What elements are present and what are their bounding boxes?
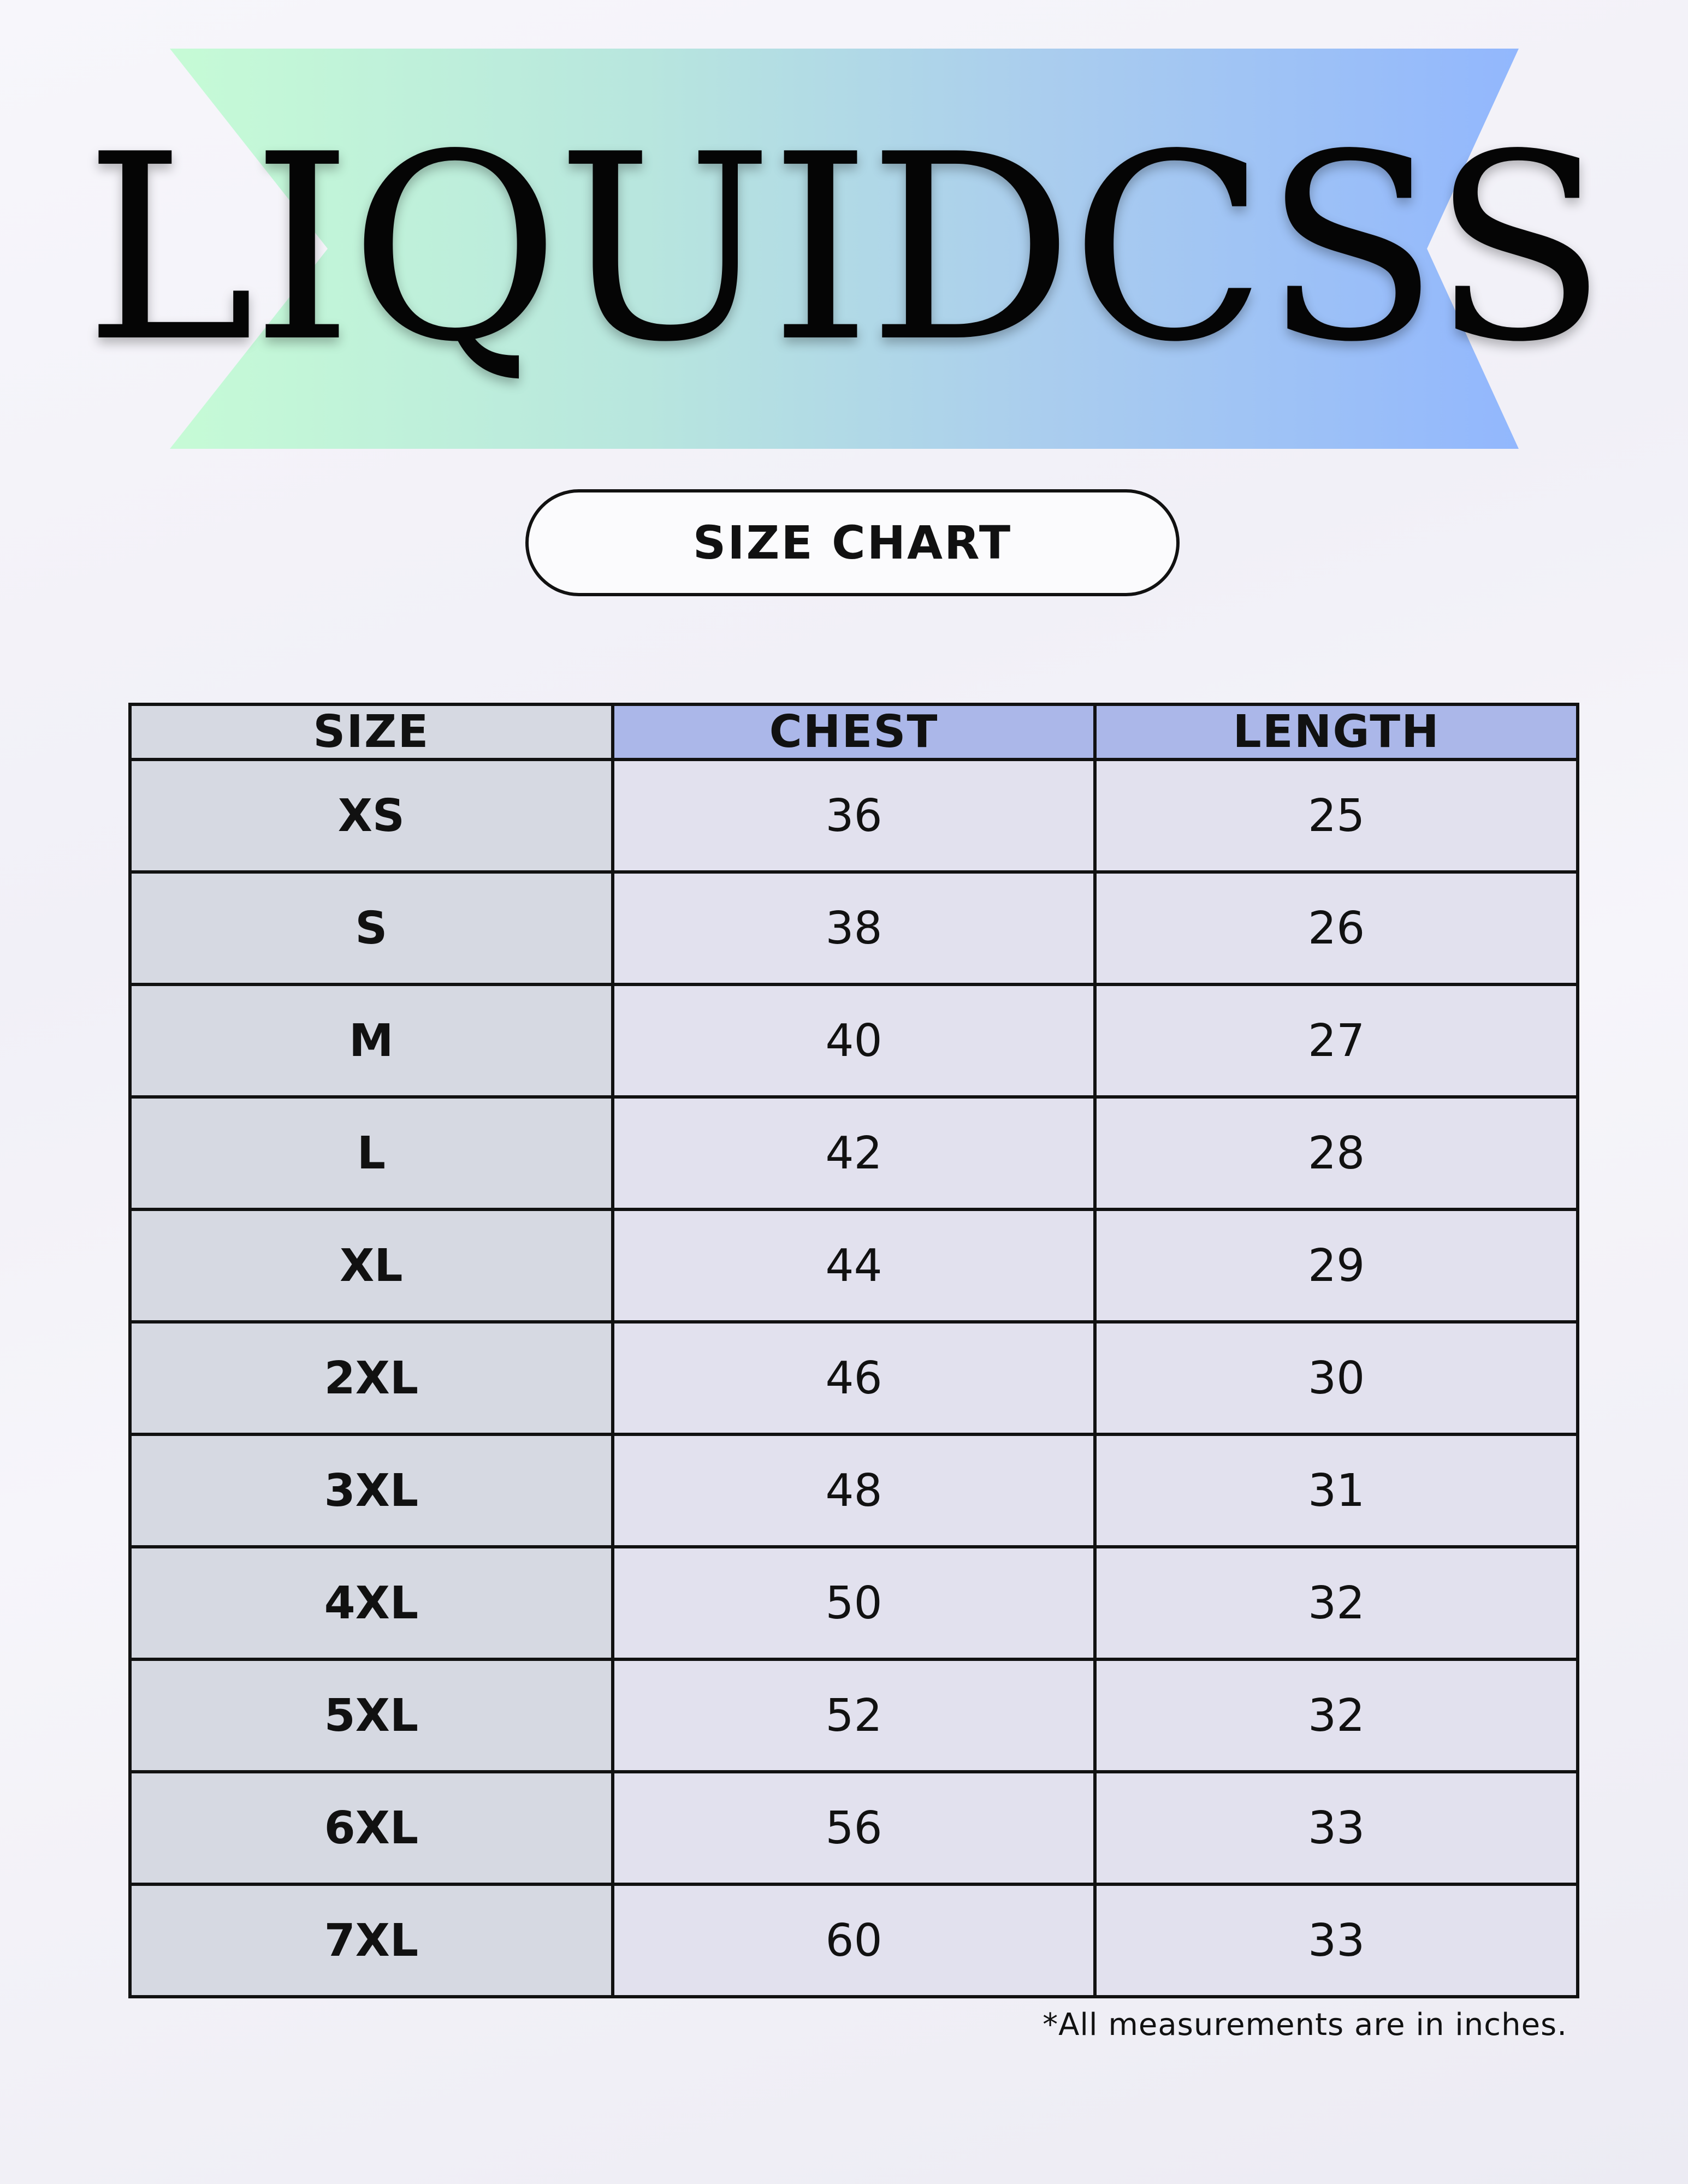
table-row xyxy=(130,1659,1578,1772)
size-cell: 6XL xyxy=(130,1772,613,1884)
length-cell: 33 xyxy=(1095,1772,1578,1884)
size-cell: 3XL xyxy=(130,1434,613,1547)
length-cell: 33 xyxy=(1095,1884,1578,1997)
table-row xyxy=(130,1097,1578,1209)
chest-cell: 44 xyxy=(613,1209,1095,1322)
size-cell: XS xyxy=(130,759,613,872)
size-cell: L xyxy=(130,1097,613,1209)
length-cell: 26 xyxy=(1095,872,1578,984)
chest-cell: 36 xyxy=(613,759,1095,872)
chest-cell: 48 xyxy=(613,1434,1095,1547)
header-chest: CHEST xyxy=(613,704,1095,759)
chest-cell: 40 xyxy=(613,984,1095,1097)
length-cell: 29 xyxy=(1095,1209,1578,1322)
brand-logo: LIQUIDCSS xyxy=(84,99,1604,398)
chest-cell: 52 xyxy=(613,1659,1095,1772)
table-row xyxy=(130,1322,1578,1434)
table-row xyxy=(130,1772,1578,1884)
header-size: SIZE xyxy=(130,704,613,759)
size-cell: S xyxy=(130,872,613,984)
table-row xyxy=(130,1884,1578,1997)
chest-cell: 38 xyxy=(613,872,1095,984)
chest-cell: 60 xyxy=(613,1884,1095,1997)
length-cell: 31 xyxy=(1095,1434,1578,1547)
length-cell: 32 xyxy=(1095,1659,1578,1772)
page-title: SIZE CHART xyxy=(525,489,1180,596)
size-cell: 7XL xyxy=(130,1884,613,1997)
table-row xyxy=(130,1209,1578,1322)
table-row xyxy=(130,1547,1578,1659)
table-row xyxy=(130,872,1578,984)
size-cell: 2XL xyxy=(130,1322,613,1434)
chest-cell: 56 xyxy=(613,1772,1095,1884)
size-cell: 4XL xyxy=(130,1547,613,1659)
length-cell: 28 xyxy=(1095,1097,1578,1209)
size-cell: XL xyxy=(130,1209,613,1322)
length-cell: 25 xyxy=(1095,759,1578,872)
length-cell: 32 xyxy=(1095,1547,1578,1659)
table-header-row xyxy=(130,704,1578,759)
table-row xyxy=(130,984,1578,1097)
table-row xyxy=(130,1434,1578,1547)
size-cell: 5XL xyxy=(130,1659,613,1772)
length-cell: 27 xyxy=(1095,984,1578,1097)
chest-cell: 42 xyxy=(613,1097,1095,1209)
table-row xyxy=(130,759,1578,872)
size-cell: M xyxy=(130,984,613,1097)
chest-cell: 46 xyxy=(613,1322,1095,1434)
chest-cell: 50 xyxy=(613,1547,1095,1659)
size-table xyxy=(128,703,1579,1998)
header-length: LENGTH xyxy=(1095,704,1578,759)
measurement-footnote: *All measurements are in inches. xyxy=(1043,2007,1567,2043)
length-cell: 30 xyxy=(1095,1322,1578,1434)
